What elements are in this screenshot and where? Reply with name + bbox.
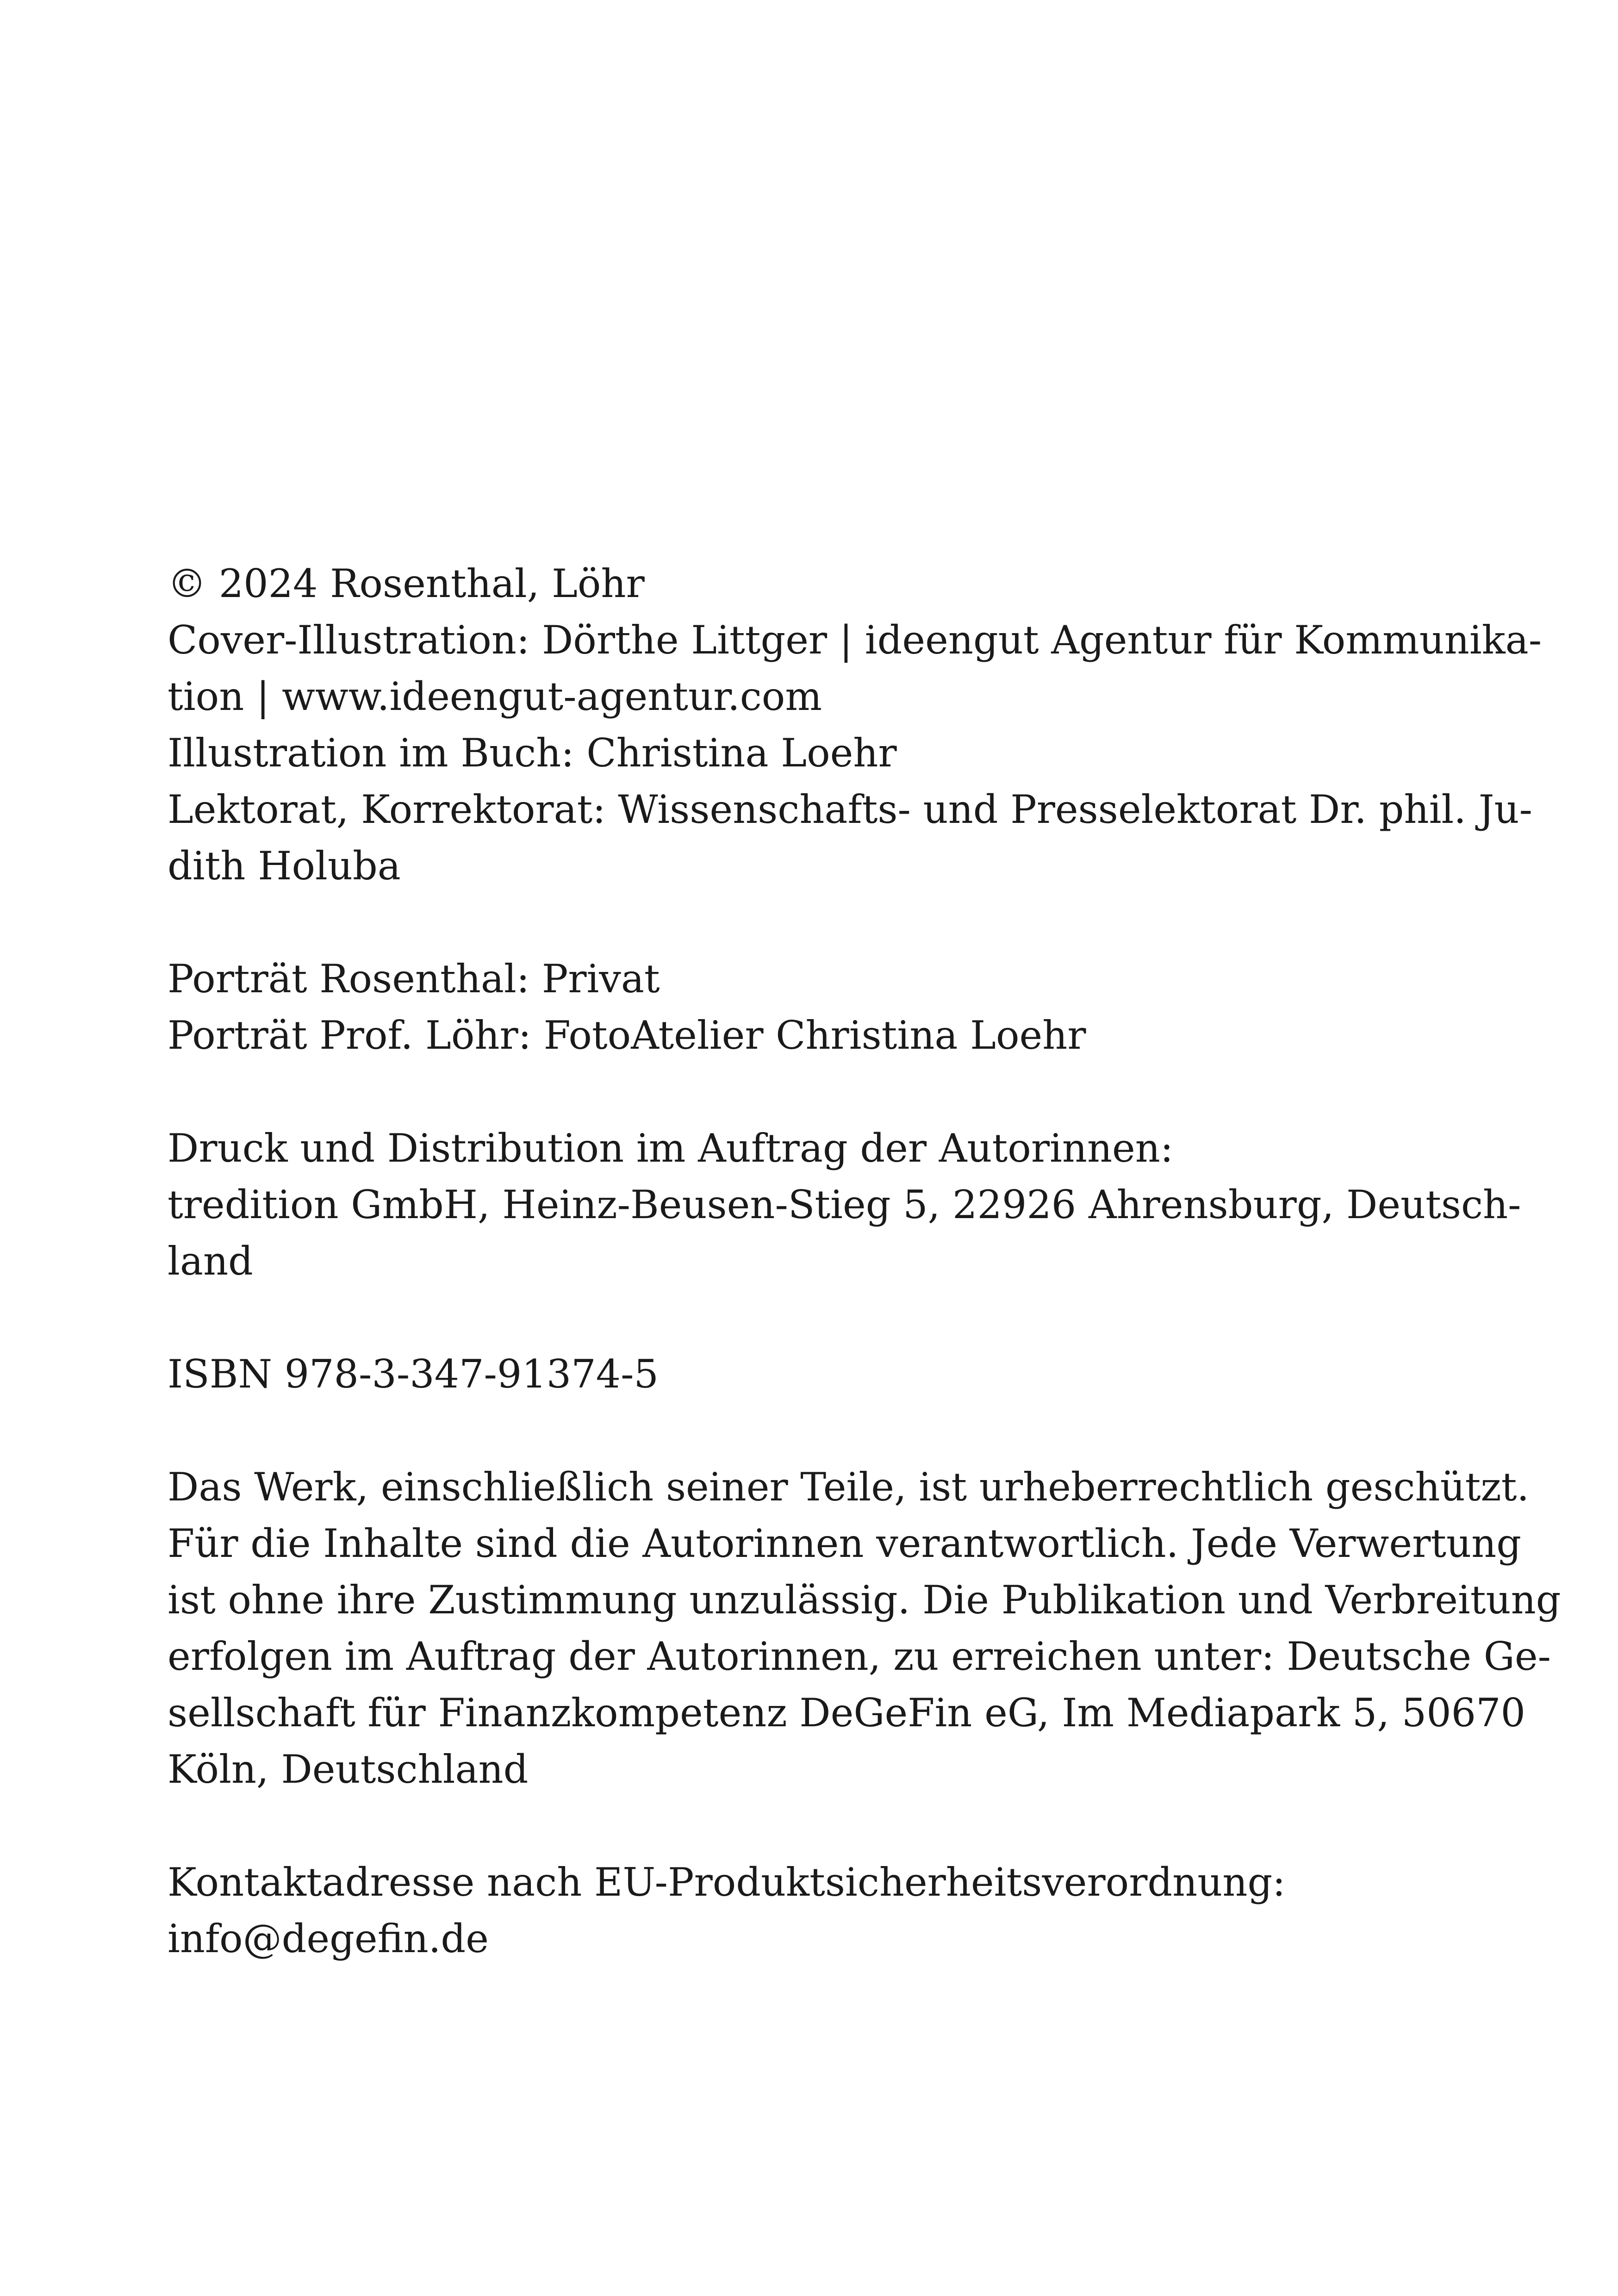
portrait-rosenthal: Porträt Rosenthal: Privat — [168, 956, 660, 1002]
legal-line-4: erfolgen im Auftrag der Autorinnen, zu erreichen unter: Deutsche Ge- — [168, 1634, 1551, 1679]
legal-line-1: Das Werk, einschließlich seiner Teile, ist urheberrechtlich geschützt. — [168, 1464, 1530, 1510]
legal-line-6: Köln, Deutschland — [168, 1747, 529, 1792]
copyright-block — [168, 555, 1542, 894]
isbn-line: ISBN 978-3-347-91374-5 — [168, 1351, 659, 1397]
legal-line-5: sellschaft für Finanzkompetenz DeGeFin eG, Im Mediapark 5, 50670 — [168, 1690, 1525, 1736]
distribution-line-2: tredition GmbH, Heinz-Beusen-Stieg 5, 22926 Ahrensburg, Deutsch- — [168, 1182, 1521, 1227]
isbn-block — [168, 1346, 1427, 1402]
legal-line-2: Für die Inhalte sind die Autorinnen verantwortlich. Jede Verwertung — [168, 1521, 1521, 1566]
paragraph-gap — [168, 1798, 1427, 1854]
cover-credit-line-2: tion | www.ideengut-agentur.com — [168, 674, 822, 719]
illustration-credit: Illustration im Buch: Christina Loehr — [168, 730, 897, 776]
cover-credit-line-1: Cover-Illustration: Dörthe Littger | ideengut Agentur für Kommunika- — [168, 617, 1542, 663]
portrait-credits — [168, 951, 1427, 1064]
copyright-line: © 2024 Rosenthal, Löhr — [168, 561, 645, 606]
paragraph-gap — [168, 1289, 1427, 1346]
legal-notice — [168, 1459, 1561, 1798]
distribution-line-1: Druck und Distribution im Auftrag der Autorinnen: — [168, 1126, 1174, 1171]
contact-email: info@degefin.de — [168, 1916, 489, 1961]
lektorat-credit-line-1: Lektorat, Korrektorat: Wissenschafts- und Presselektorat Dr. phil. Ju- — [168, 787, 1532, 832]
paragraph-gap — [168, 1402, 1427, 1459]
contact-line-1: Kontaktadresse nach EU-Produktsicherheitsverordnung: — [168, 1860, 1286, 1905]
distribution-line-3: land — [168, 1238, 253, 1284]
contact-block — [168, 1854, 1427, 1967]
distribution-block — [168, 1120, 1521, 1289]
lektorat-credit-line-2: dith Holuba — [168, 843, 401, 889]
imprint-page — [168, 555, 1561, 1967]
portrait-loehr: Porträt Prof. Löhr: FotoAtelier Christina Loehr — [168, 1013, 1086, 1058]
paragraph-gap — [168, 1064, 1427, 1120]
legal-line-3: ist ohne ihre Zustimmung unzulässig. Die Publikation und Verbreitung — [168, 1577, 1561, 1623]
paragraph-gap — [168, 894, 1427, 951]
